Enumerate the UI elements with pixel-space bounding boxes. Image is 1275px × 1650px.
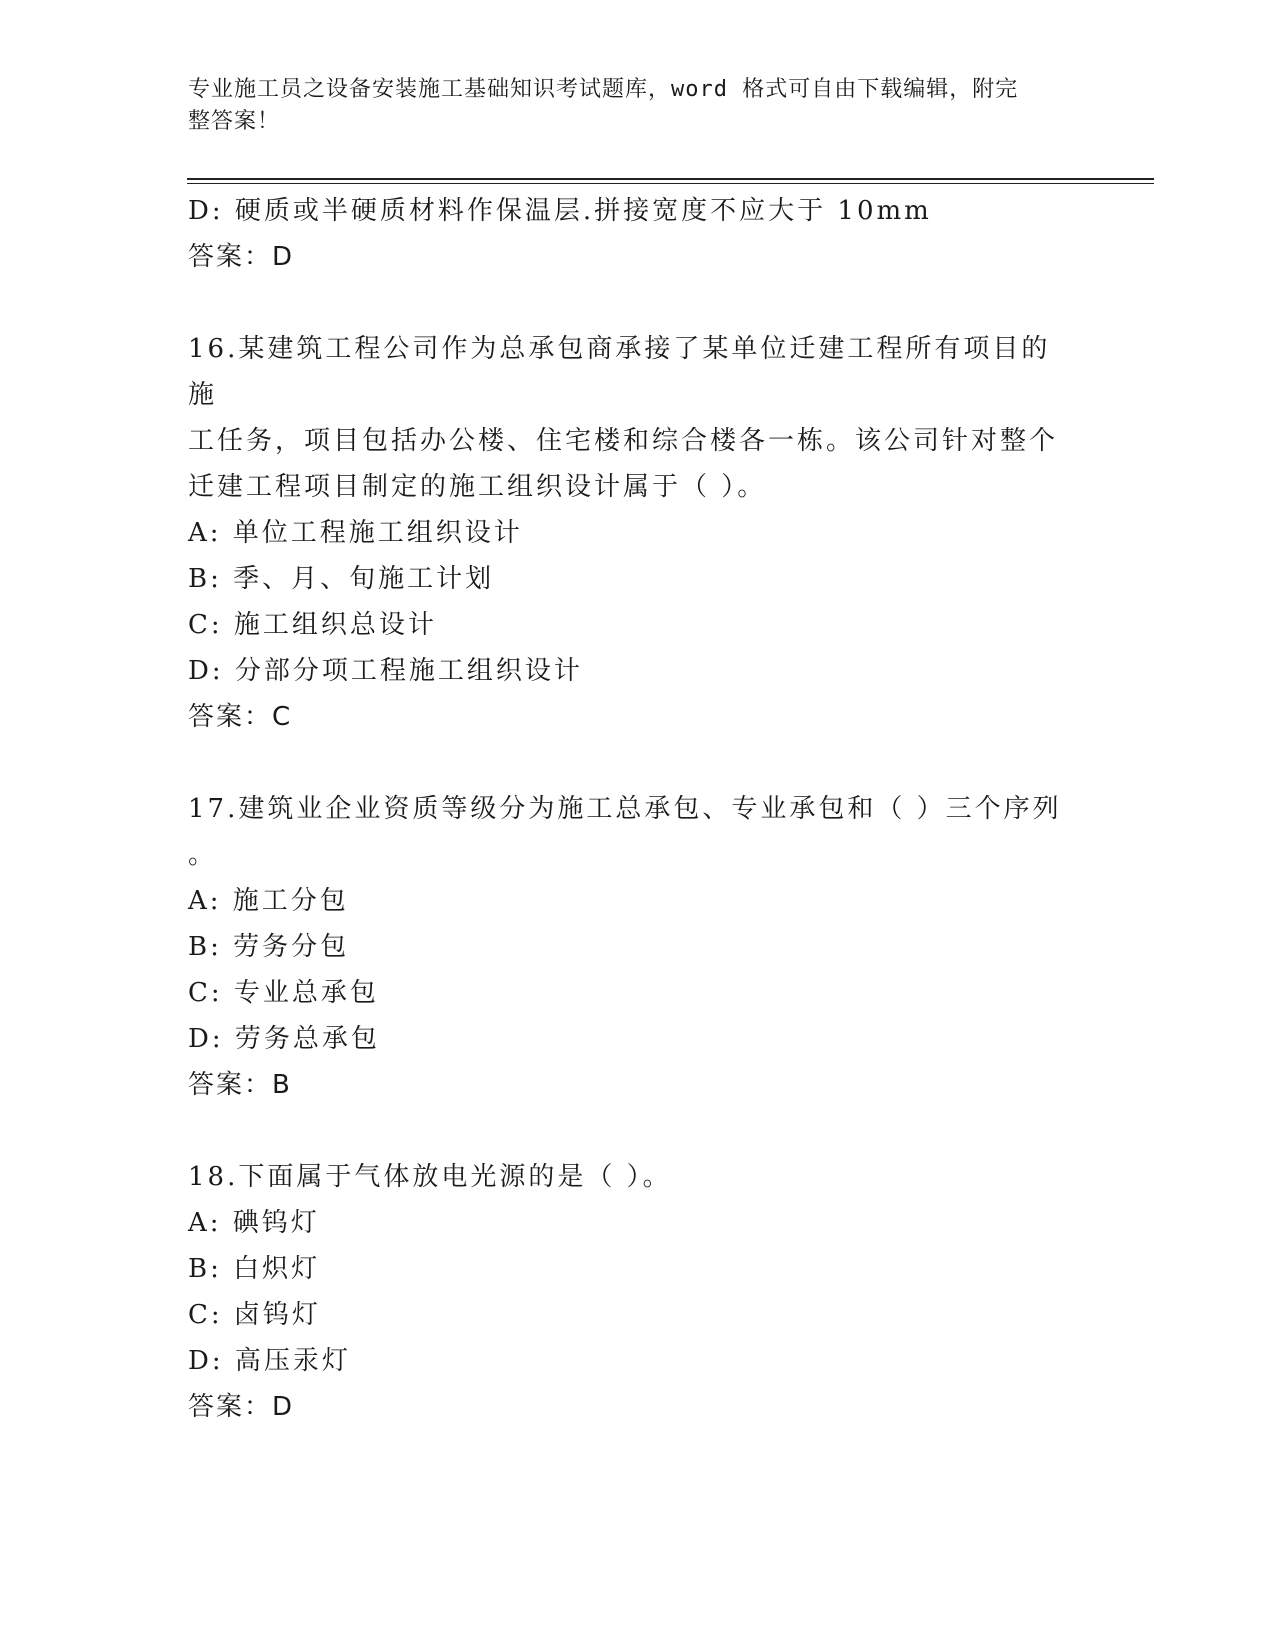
header-divider-thin [187,183,1154,184]
carryover-option-d: D: 硬质或半硬质材料作保温层.拼接宽度不应大于 10mm [188,196,932,226]
document-header [188,74,1068,138]
header-line-1: 专业施工员之设备安装施工基础知识考试题库，word 格式可自由下载编辑，附完 [188,77,1019,102]
question-16 [188,326,1088,740]
question-stem-line: 迁建工程项目制定的施工组织设计属于（ ）。 [188,472,767,502]
option-c: C: 专业总承包 [188,978,379,1008]
option-c: C: 施工组织总设计 [188,610,437,640]
option-b: B: 季、月、旬施工计划 [188,564,495,594]
answer: 答案：C [188,702,293,732]
question-17 [188,786,1088,1108]
option-d: D: 分部分项工程施工组织设计 [188,656,583,686]
header-line-2: 整答案！ [188,109,281,134]
question-stem-line: 。 [188,840,218,870]
answer: 答案：B [188,1070,292,1100]
question-18 [188,1154,1088,1430]
option-c: C: 卤钨灯 [188,1300,321,1330]
question-stem-line: 17.建筑业企业资质等级分为施工总承包、专业承包和（ ）三个序列 [188,794,1062,824]
carryover-answer: 答案：D [188,242,295,272]
option-a: A: 单位工程施工组织设计 [188,518,523,548]
option-b: B: 劳务分包 [188,932,350,962]
option-a: A: 施工分包 [188,886,349,916]
spacer [188,740,1088,786]
option-a: A: 碘钨灯 [188,1208,320,1238]
spacer [188,1108,1088,1154]
question-stem-line: 16.某建筑工程公司作为总承包商承接了某单位迁建工程所有项目的施 [188,334,1051,410]
option-d: D: 劳务总承包 [188,1024,380,1054]
option-d: D: 高压汞灯 [188,1346,351,1376]
question-stem-line: 18.下面属于气体放电光源的是（ ）。 [188,1162,672,1192]
answer: 答案：D [188,1392,295,1422]
option-b: B: 白炽灯 [188,1254,321,1284]
question-stem-line: 工任务，项目包括办公楼、住宅楼和综合楼各一栋。该公司针对整个 [188,426,1059,456]
spacer [188,280,1088,326]
header-divider-thick [187,178,1154,180]
question-content [188,188,1088,1430]
